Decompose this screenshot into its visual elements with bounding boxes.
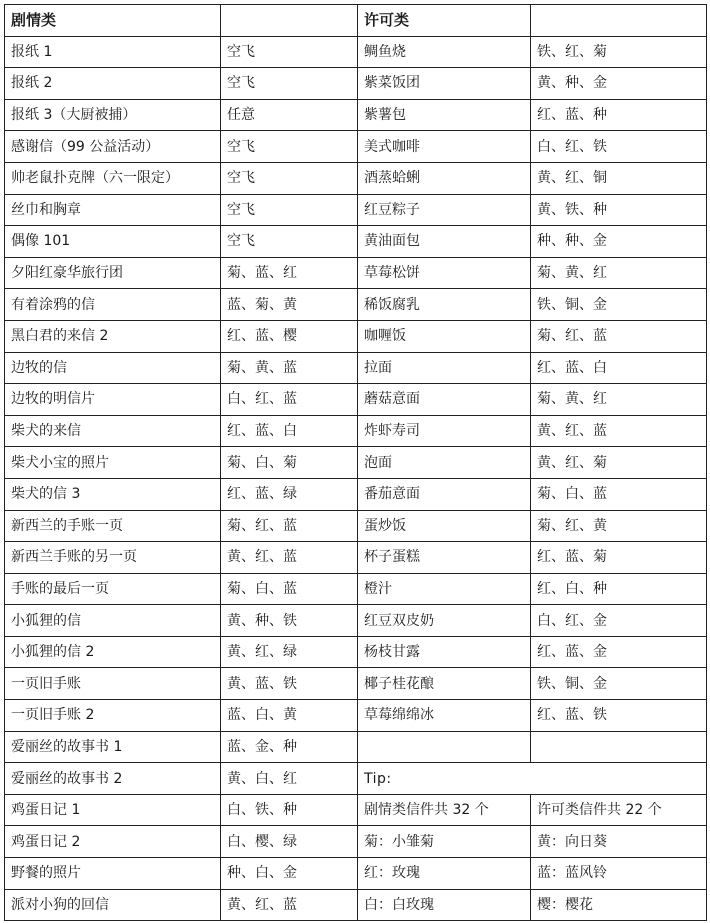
table-row <box>5 226 707 258</box>
story-letter-flowers: 黄、红、绿 <box>221 636 358 668</box>
story-letter-name: 感谢信（99 公益活动） <box>5 131 221 163</box>
table-row <box>5 858 707 890</box>
story-letter-name: 鸡蛋日记 2 <box>5 826 221 858</box>
story-letter-name: 边牧的信 <box>5 352 221 384</box>
story-letter-flowers: 菊、蓝、红 <box>221 257 358 289</box>
permission-letter-flowers <box>531 731 707 763</box>
permission-letter-flowers: 红、蓝、种 <box>531 99 707 131</box>
permission-letter-name: 红豆粽子 <box>358 194 531 226</box>
table-row <box>5 573 707 605</box>
permission-letter-name: 黄油面包 <box>358 226 531 258</box>
table-row <box>5 352 707 384</box>
table-row <box>5 415 707 447</box>
permission-letter-name: 蛋炒饭 <box>358 510 531 542</box>
permission-letter-flowers: 铁、铜、金 <box>531 289 707 321</box>
permission-letter-name: 酒蒸蛤蜊 <box>358 162 531 194</box>
tip-note: 红：玫瑰 <box>358 858 531 890</box>
table-row <box>5 731 707 763</box>
story-letter-name: 新西兰手账的另一页 <box>5 542 221 574</box>
table-row <box>5 510 707 542</box>
permission-letter-name: 紫薯包 <box>358 99 531 131</box>
permission-letter-name: 草莓绵绵冰 <box>358 700 531 732</box>
table-row <box>5 636 707 668</box>
permission-letter-flowers: 黄、红、菊 <box>531 447 707 479</box>
story-letter-name: 小狐狸的信 <box>5 605 221 637</box>
story-letter-flowers: 黄、红、蓝 <box>221 542 358 574</box>
table-row <box>5 889 707 921</box>
story-letter-flowers: 红、蓝、白 <box>221 415 358 447</box>
permission-letter-flowers: 菊、红、黄 <box>531 510 707 542</box>
story-letter-name: 柴犬小宝的照片 <box>5 447 221 479</box>
story-letter-flowers: 黄、红、蓝 <box>221 889 358 921</box>
permission-letter-flowers: 黄、铁、种 <box>531 194 707 226</box>
story-letter-flowers: 黄、蓝、铁 <box>221 668 358 700</box>
tip-label: Tip: <box>358 763 707 795</box>
story-letter-name: 新西兰的手账一页 <box>5 510 221 542</box>
permission-letter-flowers: 种、种、金 <box>531 226 707 258</box>
story-letter-name: 爱丽丝的故事书 1 <box>5 731 221 763</box>
story-letter-name: 野餐的照片 <box>5 858 221 890</box>
permission-letter-flowers: 红、蓝、白 <box>531 352 707 384</box>
tip-note: 剧情类信件共 32 个 <box>358 794 531 826</box>
table-row <box>5 257 707 289</box>
permission-letter-flowers: 红、蓝、菊 <box>531 542 707 574</box>
table-row <box>5 320 707 352</box>
story-letter-flowers: 白、樱、绿 <box>221 826 358 858</box>
story-letter-flowers: 空飞 <box>221 226 358 258</box>
table-row <box>5 131 707 163</box>
table-row <box>5 794 707 826</box>
story-letter-flowers: 黄、白、红 <box>221 763 358 795</box>
permission-letter-flowers: 菊、黄、红 <box>531 257 707 289</box>
story-letter-name: 报纸 3（大厨被捕） <box>5 99 221 131</box>
permission-letter-flowers: 红、白、种 <box>531 573 707 605</box>
story-letter-name: 报纸 1 <box>5 36 221 68</box>
story-letter-name: 小狐狸的信 2 <box>5 636 221 668</box>
story-letter-name: 边牧的明信片 <box>5 384 221 416</box>
story-letter-name: 派对小狗的回信 <box>5 889 221 921</box>
permission-letter-name: 炸虾寿司 <box>358 415 531 447</box>
permission-letter-name: 咖喱饭 <box>358 320 531 352</box>
permission-letter-name <box>358 731 531 763</box>
story-letter-name: 有着涂鸦的信 <box>5 289 221 321</box>
table-row <box>5 36 707 68</box>
permission-letter-flowers: 红、蓝、铁 <box>531 700 707 732</box>
permission-letter-name: 草莓松饼 <box>358 257 531 289</box>
header-permission-letters: 许可类 <box>358 5 531 37</box>
story-letter-name: 夕阳红豪华旅行团 <box>5 257 221 289</box>
permission-letter-flowers: 白、红、铁 <box>531 131 707 163</box>
permission-letter-flowers: 红、蓝、金 <box>531 636 707 668</box>
permission-letter-name: 拉面 <box>358 352 531 384</box>
story-letter-name: 帅老鼠扑克牌（六一限定） <box>5 162 221 194</box>
table-row <box>5 68 707 100</box>
permission-letter-flowers: 菊、黄、红 <box>531 384 707 416</box>
story-letter-flowers: 白、铁、种 <box>221 794 358 826</box>
story-letter-flowers: 黄、种、铁 <box>221 605 358 637</box>
permission-letter-name: 泡面 <box>358 447 531 479</box>
story-letter-flowers: 蓝、金、种 <box>221 731 358 763</box>
table-row <box>5 668 707 700</box>
story-letter-flowers: 菊、白、菊 <box>221 447 358 479</box>
permission-letter-flowers: 黄、红、蓝 <box>531 415 707 447</box>
permission-letter-name: 番茄意面 <box>358 478 531 510</box>
table-row <box>5 542 707 574</box>
table-row <box>5 478 707 510</box>
permission-letter-name: 椰子桂花酿 <box>358 668 531 700</box>
table-row <box>5 826 707 858</box>
tip-note: 白：白玫瑰 <box>358 889 531 921</box>
story-letter-flowers: 蓝、菊、黄 <box>221 289 358 321</box>
story-letter-flowers: 空飞 <box>221 36 358 68</box>
table-row <box>5 605 707 637</box>
story-letter-name: 一页旧手账 2 <box>5 700 221 732</box>
tip-note: 黄：向日葵 <box>531 826 707 858</box>
permission-letter-name: 鲷鱼烧 <box>358 36 531 68</box>
table-row <box>5 194 707 226</box>
table-row <box>5 384 707 416</box>
table-row <box>5 162 707 194</box>
header-empty-1 <box>221 5 358 37</box>
header-story-letters: 剧情类 <box>5 5 221 37</box>
table-body <box>5 5 707 921</box>
story-letter-flowers: 任意 <box>221 99 358 131</box>
tip-note: 菊：小雏菊 <box>358 826 531 858</box>
story-letter-flowers: 空飞 <box>221 131 358 163</box>
story-letter-name: 黑白君的来信 2 <box>5 320 221 352</box>
permission-letter-name: 红豆双皮奶 <box>358 605 531 637</box>
permission-letter-flowers: 菊、红、蓝 <box>531 320 707 352</box>
permission-letter-flowers: 黄、红、铜 <box>531 162 707 194</box>
permission-letter-flowers: 白、红、金 <box>531 605 707 637</box>
story-letter-flowers: 空飞 <box>221 194 358 226</box>
permission-letter-name: 稀饭腐乳 <box>358 289 531 321</box>
story-letter-flowers: 菊、白、蓝 <box>221 573 358 605</box>
story-letter-name: 报纸 2 <box>5 68 221 100</box>
letters-table <box>4 4 707 921</box>
table-row <box>5 700 707 732</box>
story-letter-name: 柴犬的信 3 <box>5 478 221 510</box>
story-letter-flowers: 种、白、金 <box>221 858 358 890</box>
permission-letter-name: 美式咖啡 <box>358 131 531 163</box>
permission-letter-name: 橙汁 <box>358 573 531 605</box>
story-letter-flowers: 空飞 <box>221 68 358 100</box>
story-letter-name: 鸡蛋日记 1 <box>5 794 221 826</box>
permission-letter-name: 杯子蛋糕 <box>358 542 531 574</box>
permission-letter-flowers: 铁、铜、金 <box>531 668 707 700</box>
tip-note: 蓝：蓝风铃 <box>531 858 707 890</box>
table-row <box>5 289 707 321</box>
story-letter-name: 柴犬的来信 <box>5 415 221 447</box>
permission-letter-name: 蘑菇意面 <box>358 384 531 416</box>
header-row <box>5 5 707 37</box>
table-row <box>5 447 707 479</box>
tip-note: 樱：樱花 <box>531 889 707 921</box>
story-letter-flowers: 红、蓝、绿 <box>221 478 358 510</box>
story-letter-flowers: 蓝、白、黄 <box>221 700 358 732</box>
story-letter-flowers: 白、红、蓝 <box>221 384 358 416</box>
permission-letter-flowers: 黄、种、金 <box>531 68 707 100</box>
header-empty-2 <box>531 5 707 37</box>
story-letter-name: 爱丽丝的故事书 2 <box>5 763 221 795</box>
table-row <box>5 99 707 131</box>
permission-letter-name: 杨枝甘露 <box>358 636 531 668</box>
permission-letter-flowers: 菊、白、蓝 <box>531 478 707 510</box>
story-letter-flowers: 红、蓝、樱 <box>221 320 358 352</box>
story-letter-flowers: 菊、黄、蓝 <box>221 352 358 384</box>
story-letter-name: 偶像 101 <box>5 226 221 258</box>
permission-letter-name: 紫菜饭团 <box>358 68 531 100</box>
story-letter-name: 丝巾和胸章 <box>5 194 221 226</box>
permission-letter-flowers: 铁、红、菊 <box>531 36 707 68</box>
story-letter-flowers: 空飞 <box>221 162 358 194</box>
story-letter-name: 一页旧手账 <box>5 668 221 700</box>
tip-note: 许可类信件共 22 个 <box>531 794 707 826</box>
story-letter-flowers: 菊、红、蓝 <box>221 510 358 542</box>
story-letter-name: 手账的最后一页 <box>5 573 221 605</box>
table-row <box>5 763 707 795</box>
